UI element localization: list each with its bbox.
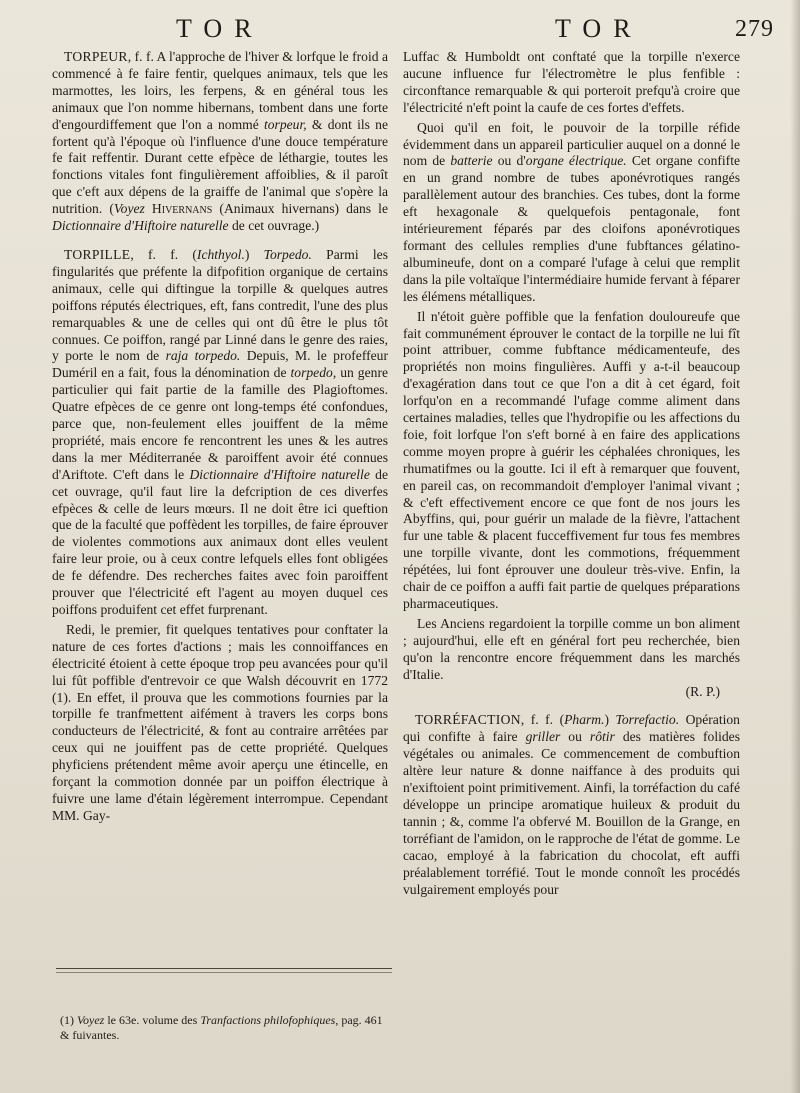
domain-label: Ichthyol.: [196, 246, 245, 262]
italic-term: rôtir: [589, 729, 615, 745]
footnote-work-title: Tranfactions philofophiques: [200, 1013, 336, 1027]
author-signature: (R. P.): [685, 683, 720, 699]
paragraph-anciens: Les Anciens regardoient la torpille comme un bon aliment ; aujourd'hui, elle eft en général fort peu recherchée, bien qu'on la rencontre encore fréquemment dans les marchés d'Italie.: [403, 615, 740, 682]
entry-text: de cet ouvrage, qu'il faut lire la defcription de ces diverfes efpèces & celle de leurs mœurs. Il ne doit être ici queftion que de la faculté que poffèdent les torpilles, de faire éprouver de violentes commotions aux animaux dont elles veulent faire leur proie, ou à ceux contre lefquels elles font obligées de fe défendre. Des recherches faites avec foin paroiffent prouver que l'électricité eft l'agent au moyen duquel ces poiffons produifent cet effet furprenant.: [52, 466, 388, 617]
footnote-rule-secondary: [56, 972, 392, 973]
page-number: 279: [735, 16, 774, 42]
footnote-text: le 63e. volume des: [104, 1013, 201, 1027]
latin-name: Torpedo.: [263, 246, 312, 262]
entry-text: , un genre particulier qui fait partie de la famille des Plagioftomes. Quatre efpèces de ce genre ont long-temps été confondues, parce que, non-feulement elles jouiffent de la même propriété, mais encore fe rencontrent les unes & les autres dans la mer Méditerranée & paroiffent avoir été connues d'Ariftote. C'eft dans le: [52, 365, 388, 482]
entry-text: , f. f. (: [520, 712, 565, 728]
entry-text: ): [244, 246, 264, 262]
right-column: [403, 49, 740, 898]
running-head-left: TOR: [176, 14, 264, 43]
cross-ref-voyez: Voyez: [113, 201, 145, 217]
paragraph-text: Cet organe confifte en un grand nombre de tubes aponévrotiques rangés parallèlement autour des branchies. Ces tubes, dont la forme eft hexagonale & quelquefois pentagonale, font intérieurement féparés par des cloifons aponévrotiques formant des cellules remplies d'une fubftances gélatino-albumineufe, dont on a comparé l'ufage à celui que remplit dans la pile voltaïque l'intermédiaire humide fervant à féparer les élémens métalliques.: [403, 153, 741, 304]
entry-torpeur: [52, 49, 388, 235]
page-edge-shadow: [790, 0, 800, 1093]
footnote-text: , pag. 461 & fuivantes.: [60, 1013, 383, 1042]
italic-term: batterie: [450, 153, 493, 169]
entry-text: Parmi les fingularités que préfente la difpofition organique de certains animaux, celle qui diftingue la torpille & quelques autres poiffons réputés électriques, eft, fans contredit, l'une des plus remarquables & une de celles qui ont dû être le plus tôt connues. Ce poiffon, rangé par Linné dans le genre des raies, y porte le nom de: [52, 246, 388, 364]
entry-text: & dont ils ne fortent qu'à l'époque où l'influence d'une douce température fe fait reffentir. Durant cette efpèce de léthargie, toutes les fonctions vitales font fingulièrement affoiblies, & il paroît que c'eft aux dépens de la graiffe de l'animal que s'opère la nutrition. (: [52, 116, 388, 217]
paragraph-text: Quoi qu'il en foit, le pouvoir de la torpille réfide évidemment dans un appareil particulier auquel on a donné le nom de: [403, 119, 740, 169]
entry-text: ): [604, 712, 616, 728]
latin-name: raja torpedo.: [165, 348, 241, 364]
entry-torpille: [52, 247, 388, 619]
italic-term: griller: [525, 729, 561, 745]
entry-torrefaction: [403, 712, 740, 898]
domain-label: Pharm.: [564, 712, 605, 728]
cross-ref-work: Dictionnaire d'Hiftoire naturelle: [52, 218, 229, 234]
headword-torpeur: TORPEUR: [64, 49, 128, 64]
entry-text: Opération qui confifte à faire: [403, 712, 740, 745]
entry-text: ou: [560, 729, 590, 745]
footnote-marker: (1): [60, 1013, 77, 1027]
running-head-right: TOR: [555, 14, 643, 43]
italic-term: torpeur,: [263, 116, 307, 132]
entry-text: , f. f. A l'approche de l'hiver & lorfque le froid a commencé à fe faire fentir, quelques animaux, tels que les marmottes, les loirs, les ferpens, & en général tous les animaux que l'on nomme hibernans, tombent dans une forte d'engourdiffement que l'on a nommé: [52, 49, 388, 132]
headword-torpille: TORPILLE: [64, 246, 131, 262]
paragraph-redi: Redi, le premier, fit quelques tentatives pour conftater la nature de ces fortes d'actions ; mais les connoiffances en électricité étoient à cette époque trop peu avancées pour qu'il lui fût poffible d'entrevoir ce que Walsh découvrit en 1772 (1). En effet, il prouva que les commotions fournies par la torpille fe tranfmettent aifément à travers les corps bons conducteurs de l'électricité, & font au contraire arrêtées par ceux qui ne jouiffent pas de cette propriété. Quelques phyficiens prétendent même avoir aperçu une étincelle, en forçant la commotion donnée par un poiffon électrique à fuivre une lame d'étain légèrement interrompue. Cependant MM. Gay-: [52, 621, 388, 823]
entry-text: de cet ouvrage.): [228, 218, 320, 234]
running-header: [50, 14, 776, 48]
entry-text: , f. f. (: [130, 246, 197, 262]
entry-text: Depuis, M. le profeffeur Duméril en a fait, fous la dénomination de: [52, 348, 388, 381]
latin-name: Torrefactio.: [615, 712, 680, 728]
footnote: [60, 1013, 390, 1043]
paragraph-organe: [403, 120, 740, 306]
cross-ref-term: Hivernans: [144, 201, 213, 217]
cross-ref-work: Dictionnaire d'Hiftoire naturelle: [189, 466, 370, 482]
footnote-rule: [56, 968, 392, 969]
latin-name: torpedo: [290, 365, 333, 381]
paragraph-medical: Il n'étoit guère poffible que la fenfation douloureufe que fait communément éprouver le contact de la torpille ne lui fît point attribuer, comme fubftance médicamenteufe, des propriétés non moins fingulières. Auffi y a-t-il beaucoup d'exagération dans tout ce que l'on a dit à cet égard, foit lorfqu'on en a recommandé l'ufage comme aliment dans certaines maladies, telles que l'hydropifie ou les affections du foie, foit lorfque l'on s'eft borné à en faire des applications comme moyen propre à guérir les céphalées chroniques, les rhumatifmes ou la goutte. Ici il eft à remarquer que fouvent, en pareil cas, on recommandoit d'employer l'animal vivant ; & c'eft effectivement encore ce que font de nos jours les Abyffins, qui, pour guérir un malade de la fièvre, l'attachent fur une table & placent fucceffivement fur tous fes membres une torpille vivante, dont les commotions, fréquemment répétées, lui font éprouver une douleur très-vive. Enfin, la chair de ce poiffon a auffi fait partie de quelques préparations pharmaceutiques.: [403, 308, 740, 611]
entry-text: des matières folides végétales ou animales. Ce commencement de combuftion altère leur nature & donne naiffance à des produits qui n'exiftoient point primitivement. Ainfi, la torréfaction du café développe un principe aromatique huileux & produit du tannin ; &, comme l'a obfervé M. Bouillon de la Grange, en torréfiant de l'amidon, on le rapproche de l'état de gomme. Le cacao, employé à la fabrication du chocolat, eft auffi préalablement torréfié. Tout le monde connoît les procédés vulgairement employés pour: [403, 729, 740, 897]
paragraph-text: ou d': [492, 153, 526, 169]
headword-torrefaction: TORRÉFACTION: [415, 712, 521, 728]
italic-term: organe électrique.: [525, 153, 627, 169]
entry-text: (Animaux hivernans) dans le: [212, 201, 388, 217]
footnote-voyez: Voyez: [77, 1013, 105, 1027]
paragraph-continuation: Luffac & Humboldt ont conftaté que la torpille n'exerce aucune influence fur l'électromètre le plus fenfible : circonftance remarquable & qui porteroit prefqu'à croire que l'électricité n'eft point la caufe de ces fortes d'effets.: [403, 49, 740, 115]
left-column: [52, 49, 388, 825]
